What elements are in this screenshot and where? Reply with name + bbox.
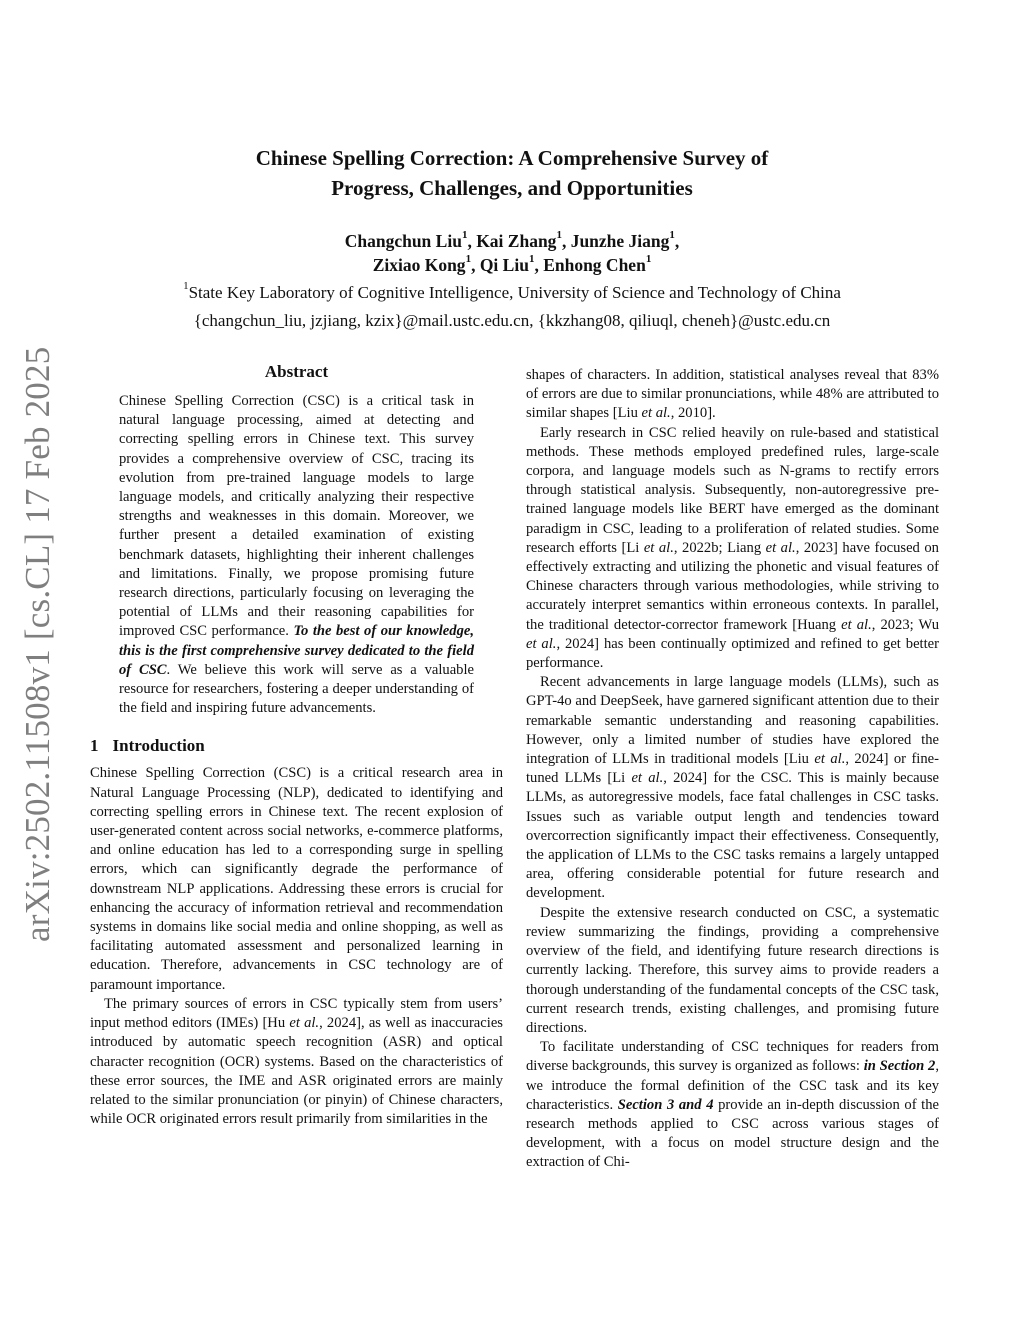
right-paragraph-4: Despite the extensive research conducted on CSC, a systematic review summarizing the findings, providing a comprehensive overview of the field, and identifying future research directions is currently lacking. Therefore, this survey aims to provide readers a thorough understanding of the fundamental concepts of the CSC task, current research trends, existing challenges, and promising future directions.	[526, 904, 939, 1036]
author-emails: {changchun_liu, jzjiang, kzix}@mail.ustc.edu.cn, {kkzhang08, qiliuql, cheneh}@ustc.edu.cn	[193, 311, 831, 330]
abstract-emphasis: To the best of our knowledge, this is the first comprehensive survey dedicated to the field of CSC	[119, 623, 474, 678]
arxiv-side-label: arXiv:2502.11508v1 [cs.CL] 17 Feb 2025	[18, 346, 57, 942]
abstract-body: Chinese Spelling Correction (CSC) is a critical task in natural language processing, aimed at detecting and correcting spelling errors in Chinese text. This survey provides a comprehensive overview of CSC, tracing its evolution from pre-trained language models to large language models, and critically analyzing their respective strengths and weaknesses in this domain. Moreover, we further present a detailed examination of existing benchmark datasets, highlighting their inherent challenges and limitations. Finally, we propose promising future research directions, particularly focusing on leveraging the potential of LLMs and their reasoning capabilities for improved CSC performance. To the best of our knowledge, this is the first comprehensive survey dedicated to the field of CSC. We believe this work will serve as a valuable resource for researchers, fostering a deeper understanding of the field and inspiring future advancements.	[119, 393, 475, 717]
author: Changchun Liu$^1$,	[344, 229, 477, 251]
intro-paragraph-1: Chinese Spelling Correction (CSC) is a critical research area in Natural Language Processing (NLP), dedicated to identifying and correcting spelling errors in Chinese text. The recent explosion of user-generated content across social networks, e-commerce platforms, and online education has led to a corresponding surge in spelling errors, which can significantly degrade the performance of downstream NLP applications. Addressing these errors is crucial for enhancing the accuracy of information retrieval and recommendation systems in domains like social media and online shopping, as well as facilitating automated assessment and personalized learning in education. Therefore, advancements in CSC technology are of paramount importance.	[90, 765, 503, 993]
right-paragraph-5: To facilitate understanding of CSC techniques for readers from diverse backgrounds, this survey is organized as follows: in Section 2, we introduce the formal definition of the CSC task and its key characteristics. Section 3 and 4 provide an in-depth discussion of the research methods applied to CSC across various stages of development, with a focus on model structure design and the extraction of Chi-	[526, 1039, 940, 1171]
author: Enhong Chen$^1$	[543, 253, 652, 275]
right-paragraph-3: Recent advancements in large language models (LLMs), such as GPT-4o and DeepSeek, have garnered significant attention due to their remarkable semantic understanding and reasoning capabilities. However, only a limited number of studies have explored the integration of LLMs in traditional models [Liu et al., 2024] or fine-tuned LLMs [Li et al., 2024] for the CSC. This is mainly because LLMs, as autoregressive models, face fatal challenges in CSC tasks. Issues such as variable output length and tendencies toward overcorrection significantly impact their effectiveness. Consequently, the application of LLMs to the CSC tasks remains a largely untapped area, offering considerable potential for future research and development.	[526, 674, 940, 902]
intro-paragraph-2: The primary sources of errors in CSC typically stem from users’ input method editors (IMEs) [Hu et al., 2024], as well as inaccuracies introduced by automatic speech recognition (ASR) and optical character recognition (OCR) systems. Based on the characteristics of these error sources, the IME and ASR originated errors are mainly related to the similar pronunciation (or pinyin) of Chinese characters, while OCR originated errors result primarily from similarities in the	[90, 995, 503, 1128]
right-paragraph-1: shapes of characters. In addition, statistical analyses reveal that 83% of errors are due to similar pronunciations, while 48% are attributed to similar shapes [Liu et al., 2010].	[526, 367, 939, 422]
paper-header	[90, 143, 934, 333]
author-list	[90, 229, 934, 277]
author: Kai Zhang$^1$,	[476, 229, 571, 251]
right-column	[526, 366, 939, 1173]
abstract-heading: Abstract	[264, 362, 329, 381]
right-paragraph-2: Early research in CSC relied heavily on rule-based and statistical methods. These methods employed predefined rules, large-scale corpora, and language models such as N-grams to rectify errors through statistical analysis. Subsequently, non-autoregressive pre-trained language models like BERT have emerged as the dominant paradigm in CSC, leading to a proliferation of related studies. Some research efforts [Li et al., 2022b; Liang et al., 2023] have focused on effectively extracting and utilizing the phonetic and visual features of Chinese characters through various methodologies, while striving to accurately interpret semantics within erroneous contexts. In parallel, the traditional detector-corrector framework [Huang et al., 2023; Wu et al., 2024] has been continually optimized and refined to get better performance.	[526, 424, 939, 672]
paper-title	[90, 143, 934, 203]
author: Zixiao Kong$^1$,	[372, 253, 480, 275]
author: Junzhe Jiang$^1$,	[570, 229, 680, 251]
title-line-2: Progress, Challenges, and Opportunities	[331, 176, 693, 200]
section-heading-introduction: 1 Introduction	[90, 736, 205, 756]
affiliation: $^1$State Key Laboratory of Cognitive Intelligence, University of Science and Technology of China	[183, 280, 841, 302]
author: Qi Liu$^1$,	[479, 253, 544, 275]
left-column	[90, 362, 503, 1129]
title-line-1: Chinese Spelling Correction: A Comprehensive Survey of	[255, 146, 769, 170]
